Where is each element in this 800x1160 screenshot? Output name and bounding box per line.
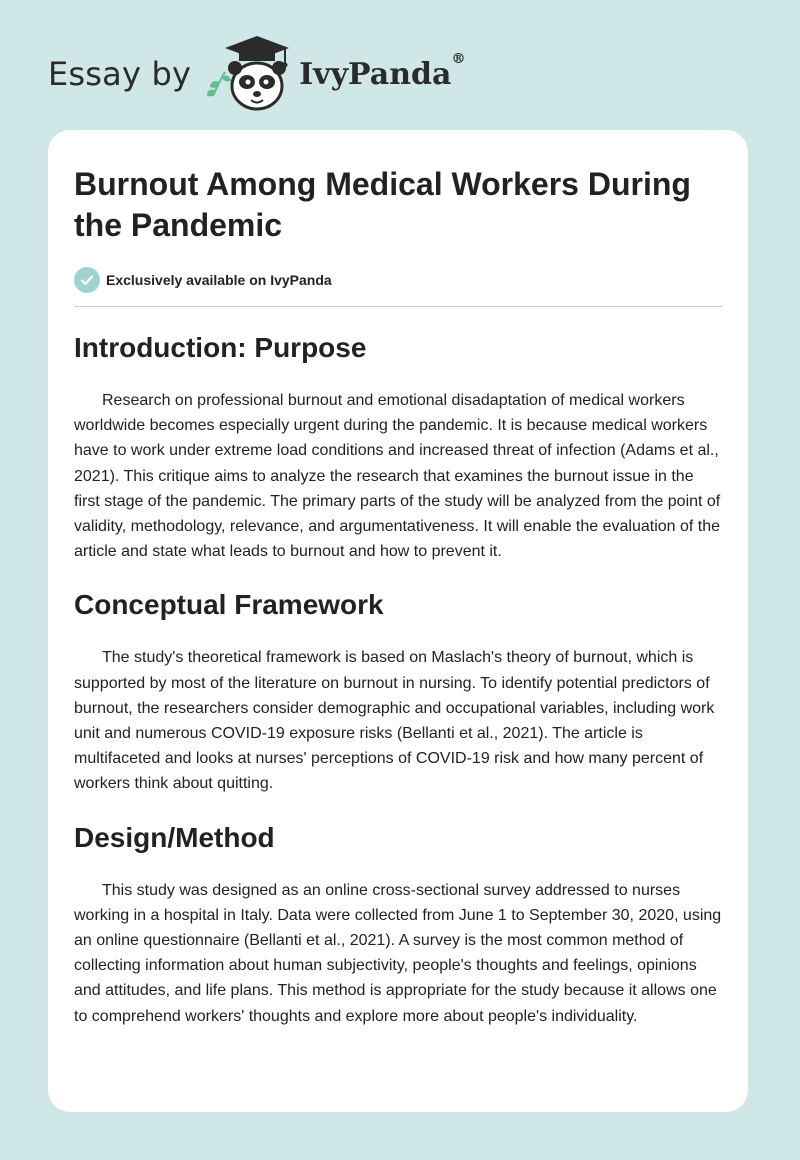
- exclusive-badge: [74, 266, 722, 294]
- brand-prefix: Essay by: [48, 55, 192, 93]
- panda-logo-icon: [205, 34, 295, 114]
- brand-name: IvyPanda®: [299, 50, 466, 92]
- section-heading: Introduction: Purpose: [74, 332, 367, 363]
- divider: [74, 306, 722, 307]
- brand-header[interactable]: [48, 34, 465, 114]
- badge-label: Exclusively available on IvyPanda: [106, 272, 332, 288]
- registered-mark: ®: [451, 50, 466, 67]
- section-paragraph: Research on professional burnout and emotional disadaptation of medical workers worldwide becomes especially urgent during the pandemic. It is because medical workers have to work under extreme load conditions and increased threat of infection (Adams et al., 2021). This critique aims to analyze the research that examines the burnout issue in the first stage of the pandemic. The primary parts of the study will be analyzed from the point of validity, methodology, relevance, and argumentativeness. It will enable the evaluation of the article and state what leads to burnout and how to prevent it.: [74, 392, 721, 561]
- section-paragraph: The study's theoretical framework is based on Maslach's theory of burnout, which is supported by most of the literature on burnout in nursing. To identify potential predictors of burnout, the researchers consider demographic and occupational variables, including work unit and numerous COVID-19 exposure risks (Bellanti et al., 2021). The article is multifaceted and looks at nurses' perceptions of COVID-19 risk and how many percent of workers think about quitting.: [74, 649, 715, 793]
- section-introduction: [74, 331, 722, 564]
- section-paragraph: This study was designed as an online cross-sectional survey addressed to nurses working in a hospital in Italy. Data were collected from June 1 to September 30, 2020, using an online questionnaire (Bellanti et al., 2021). A survey is the most common method of collecting information about human subjectivity, people's thoughts and feelings, opinions and attitudes, and life plans. This method is appropriate for the study because it allows one to comprehend workers' thoughts and explore more about people's individuality.: [74, 881, 722, 1025]
- check-icon: [74, 267, 100, 293]
- section-heading: Conceptual Framework: [74, 589, 384, 621]
- section-conceptual-framework: [74, 588, 722, 796]
- section-design-method: [74, 821, 722, 1029]
- essay-card: [48, 130, 748, 1112]
- section-heading: Design/Method: [74, 821, 275, 853]
- page-title: Burnout Among Medical Workers During the Pandemic: [74, 166, 691, 243]
